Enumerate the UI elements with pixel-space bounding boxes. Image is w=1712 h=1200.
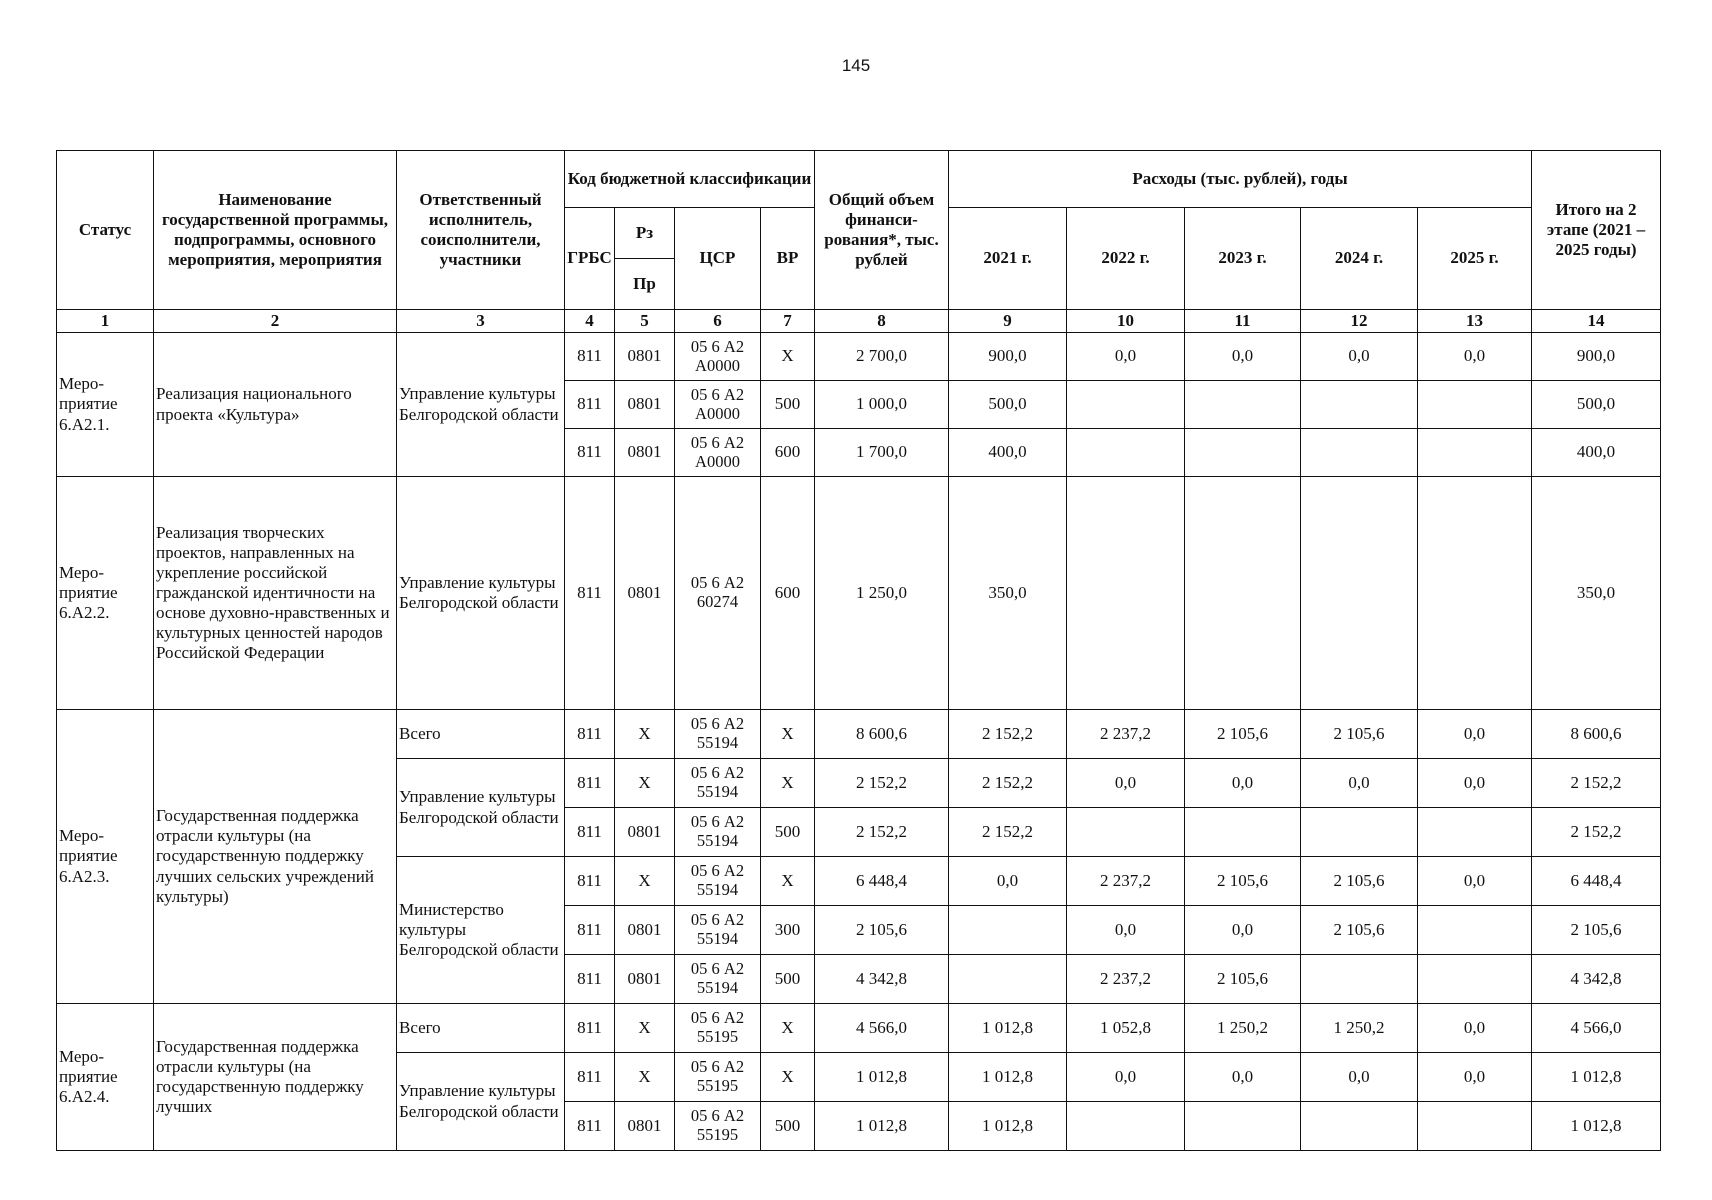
total-cell: 1 250,0 (815, 477, 949, 710)
itogo-cell: 2 152,2 (1532, 808, 1661, 857)
csr-cell: 05 6 А2 55194 (675, 808, 761, 857)
total-cell: 8 600,6 (815, 710, 949, 759)
year-2022-cell: 1 052,8 (1067, 1004, 1185, 1053)
year-2025-cell (1418, 906, 1532, 955)
year-2022-cell (1067, 381, 1185, 429)
year-2021-cell: 500,0 (949, 381, 1067, 429)
year-2024-cell: 0,0 (1301, 333, 1418, 381)
year-2024-cell: 0,0 (1301, 1053, 1418, 1102)
vr-cell: X (761, 333, 815, 381)
total-cell: 2 105,6 (815, 906, 949, 955)
vr-cell: X (761, 710, 815, 759)
grbs-cell: 811 (565, 477, 615, 710)
itogo-cell: 4 342,8 (1532, 955, 1661, 1004)
total-cell: 1 012,8 (815, 1053, 949, 1102)
column-number-row (57, 310, 1661, 333)
vr-cell: X (761, 1004, 815, 1053)
year-2024-cell: 2 105,6 (1301, 857, 1418, 906)
total-cell: 1 012,8 (815, 1102, 949, 1151)
year-2025-cell (1418, 429, 1532, 477)
year-2023-cell (1185, 808, 1301, 857)
status-cell: Меро-приятие 6.А2.2. (57, 477, 154, 710)
rzpr-cell: 0801 (615, 808, 675, 857)
responsible-cell: Министерство культуры Белгородской области (397, 857, 565, 1004)
itogo-cell: 2 152,2 (1532, 759, 1661, 808)
year-2024-cell: 1 250,2 (1301, 1004, 1418, 1053)
csr-cell: 05 6 А2 А0000 (675, 429, 761, 477)
year-2022-cell: 2 237,2 (1067, 857, 1185, 906)
year-2025-cell: 0,0 (1418, 333, 1532, 381)
header-csr: ЦСР (675, 208, 761, 310)
table-row (57, 1004, 1661, 1053)
rzpr-cell: X (615, 710, 675, 759)
status-cell: Меро-приятие 6.А2.1. (57, 333, 154, 477)
year-2025-cell: 0,0 (1418, 1053, 1532, 1102)
year-2023-cell: 0,0 (1185, 333, 1301, 381)
year-2024-cell (1301, 808, 1418, 857)
header-expenses-group: Расходы (тыс. рублей), годы (949, 151, 1532, 208)
total-cell: 1 000,0 (815, 381, 949, 429)
rzpr-cell: 0801 (615, 429, 675, 477)
year-2022-cell (1067, 1102, 1185, 1151)
year-2023-cell: 1 250,2 (1185, 1004, 1301, 1053)
column-number: 14 (1532, 310, 1661, 333)
column-number: 9 (949, 310, 1067, 333)
year-2022-cell (1067, 808, 1185, 857)
column-number: 5 (615, 310, 675, 333)
responsible-cell: Управление культуры Белгородской области (397, 477, 565, 710)
vr-cell: X (761, 759, 815, 808)
grbs-cell: 811 (565, 1102, 615, 1151)
itogo-cell: 900,0 (1532, 333, 1661, 381)
table-row (57, 710, 1661, 759)
year-2023-cell (1185, 1102, 1301, 1151)
year-2025-cell (1418, 1102, 1532, 1151)
vr-cell: 500 (761, 1102, 815, 1151)
csr-cell: 05 6 А2 55194 (675, 955, 761, 1004)
itogo-cell: 4 566,0 (1532, 1004, 1661, 1053)
header-code-group: Код бюджетной классификации (565, 151, 815, 208)
grbs-cell: 811 (565, 955, 615, 1004)
name-cell: Государственная поддержка отрасли культуры (на государственную поддержку лучших сельских учреждений культуры) (154, 710, 397, 1004)
table-row (57, 333, 1661, 381)
year-2025-cell: 0,0 (1418, 1004, 1532, 1053)
year-2022-cell (1067, 429, 1185, 477)
year-2022-cell: 0,0 (1067, 1053, 1185, 1102)
year-2022-cell: 2 237,2 (1067, 955, 1185, 1004)
rzpr-cell: 0801 (615, 477, 675, 710)
grbs-cell: 811 (565, 857, 615, 906)
itogo-cell: 1 012,8 (1532, 1053, 1661, 1102)
column-number: 8 (815, 310, 949, 333)
total-cell: 2 700,0 (815, 333, 949, 381)
rzpr-cell: X (615, 1004, 675, 1053)
rzpr-cell: 0801 (615, 906, 675, 955)
rzpr-cell: X (615, 1053, 675, 1102)
vr-cell: 500 (761, 808, 815, 857)
header-year-2023: 2023 г. (1185, 208, 1301, 310)
year-2023-cell: 2 105,6 (1185, 710, 1301, 759)
total-cell: 6 448,4 (815, 857, 949, 906)
grbs-cell: 811 (565, 710, 615, 759)
header-pr: Пр (615, 259, 675, 310)
rzpr-cell: 0801 (615, 1102, 675, 1151)
table-row (57, 477, 1661, 710)
grbs-cell: 811 (565, 381, 615, 429)
csr-cell: 05 6 А2 55194 (675, 906, 761, 955)
vr-cell: 300 (761, 906, 815, 955)
year-2021-cell: 400,0 (949, 429, 1067, 477)
year-2024-cell (1301, 1102, 1418, 1151)
vr-cell: 500 (761, 381, 815, 429)
header-rz: Рз (615, 208, 675, 259)
year-2022-cell: 2 237,2 (1067, 710, 1185, 759)
itogo-cell: 350,0 (1532, 477, 1661, 710)
year-2021-cell: 2 152,2 (949, 759, 1067, 808)
year-2024-cell (1301, 381, 1418, 429)
column-number: 10 (1067, 310, 1185, 333)
vr-cell: X (761, 857, 815, 906)
year-2021-cell: 2 152,2 (949, 710, 1067, 759)
year-2021-cell (949, 955, 1067, 1004)
rzpr-cell: X (615, 759, 675, 808)
header-responsible: Ответственный исполнитель, соисполнители, участники (397, 151, 565, 310)
year-2024-cell (1301, 955, 1418, 1004)
year-2024-cell (1301, 477, 1418, 710)
header-vr: ВР (761, 208, 815, 310)
year-2024-cell: 0,0 (1301, 759, 1418, 808)
grbs-cell: 811 (565, 333, 615, 381)
column-number: 3 (397, 310, 565, 333)
csr-cell: 05 6 А2 А0000 (675, 381, 761, 429)
grbs-cell: 811 (565, 429, 615, 477)
csr-cell: 05 6 А2 55194 (675, 857, 761, 906)
itogo-cell: 500,0 (1532, 381, 1661, 429)
grbs-cell: 811 (565, 808, 615, 857)
grbs-cell: 811 (565, 906, 615, 955)
csr-cell: 05 6 А2 55195 (675, 1053, 761, 1102)
total-cell: 4 566,0 (815, 1004, 949, 1053)
year-2023-cell: 0,0 (1185, 906, 1301, 955)
header-name: Наименование государственной программы, подпрограммы, основного мероприятия, мероприятия (154, 151, 397, 310)
year-2021-cell: 1 012,8 (949, 1004, 1067, 1053)
name-cell: Реализация творческих проектов, направленных на укрепление российской гражданской идентичности на основе духовно-нравственных и культурных ценностей народов Российской Федерации (154, 477, 397, 710)
total-cell: 2 152,2 (815, 759, 949, 808)
header-total-volume: Общий объем финанси-рования*, тыс. рублей (815, 151, 949, 310)
column-number: 13 (1418, 310, 1532, 333)
responsible-cell: Управление культуры Белгородской области (397, 759, 565, 857)
header-grbs: ГРБС (565, 208, 615, 310)
csr-cell: 05 6 А2 А0000 (675, 333, 761, 381)
header-year-2021: 2021 г. (949, 208, 1067, 310)
column-number: 4 (565, 310, 615, 333)
responsible-cell: Управление культуры Белгородской области (397, 1053, 565, 1151)
column-number: 12 (1301, 310, 1418, 333)
vr-cell: 600 (761, 477, 815, 710)
itogo-cell: 6 448,4 (1532, 857, 1661, 906)
grbs-cell: 811 (565, 759, 615, 808)
column-number: 1 (57, 310, 154, 333)
year-2023-cell: 0,0 (1185, 759, 1301, 808)
year-2025-cell (1418, 808, 1532, 857)
total-cell: 1 700,0 (815, 429, 949, 477)
column-number: 7 (761, 310, 815, 333)
year-2023-cell: 2 105,6 (1185, 955, 1301, 1004)
itogo-cell: 1 012,8 (1532, 1102, 1661, 1151)
year-2025-cell: 0,0 (1418, 759, 1532, 808)
csr-cell: 05 6 А2 55195 (675, 1004, 761, 1053)
itogo-cell: 8 600,6 (1532, 710, 1661, 759)
rzpr-cell: 0801 (615, 333, 675, 381)
column-number: 2 (154, 310, 397, 333)
year-2023-cell (1185, 429, 1301, 477)
year-2024-cell (1301, 429, 1418, 477)
year-2023-cell: 2 105,6 (1185, 857, 1301, 906)
year-2025-cell (1418, 477, 1532, 710)
rzpr-cell: 0801 (615, 955, 675, 1004)
total-cell: 2 152,2 (815, 808, 949, 857)
grbs-cell: 811 (565, 1004, 615, 1053)
vr-cell: X (761, 1053, 815, 1102)
year-2022-cell: 0,0 (1067, 906, 1185, 955)
status-cell: Меро-приятие 6.А2.3. (57, 710, 154, 1004)
year-2021-cell: 2 152,2 (949, 808, 1067, 857)
year-2022-cell: 0,0 (1067, 759, 1185, 808)
column-number: 6 (675, 310, 761, 333)
column-number: 11 (1185, 310, 1301, 333)
year-2023-cell (1185, 477, 1301, 710)
year-2024-cell: 2 105,6 (1301, 906, 1418, 955)
responsible-cell: Управление культуры Белгородской области (397, 333, 565, 477)
year-2023-cell: 0,0 (1185, 1053, 1301, 1102)
year-2022-cell: 0,0 (1067, 333, 1185, 381)
year-2025-cell (1418, 955, 1532, 1004)
rzpr-cell: X (615, 857, 675, 906)
csr-cell: 05 6 А2 55194 (675, 710, 761, 759)
year-2021-cell: 0,0 (949, 857, 1067, 906)
rzpr-cell: 0801 (615, 381, 675, 429)
year-2025-cell: 0,0 (1418, 710, 1532, 759)
budget-table (56, 150, 1661, 1151)
header-status: Статус (57, 151, 154, 310)
name-cell: Государственная поддержка отрасли культуры (на государственную поддержку лучших (154, 1004, 397, 1151)
name-cell: Реализация национального проекта «Культура» (154, 333, 397, 477)
year-2023-cell (1185, 381, 1301, 429)
responsible-cell: Всего (397, 710, 565, 759)
total-cell: 4 342,8 (815, 955, 949, 1004)
csr-cell: 05 6 А2 55195 (675, 1102, 761, 1151)
csr-cell: 05 6 А2 60274 (675, 477, 761, 710)
page-number: 145 (841, 56, 871, 75)
year-2024-cell: 2 105,6 (1301, 710, 1418, 759)
header-year-2025: 2025 г. (1418, 208, 1532, 310)
vr-cell: 500 (761, 955, 815, 1004)
header-year-2024: 2024 г. (1301, 208, 1418, 310)
year-2022-cell (1067, 477, 1185, 710)
itogo-cell: 400,0 (1532, 429, 1661, 477)
year-2025-cell: 0,0 (1418, 857, 1532, 906)
csr-cell: 05 6 А2 55194 (675, 759, 761, 808)
itogo-cell: 2 105,6 (1532, 906, 1661, 955)
vr-cell: 600 (761, 429, 815, 477)
grbs-cell: 811 (565, 1053, 615, 1102)
year-2021-cell: 1 012,8 (949, 1102, 1067, 1151)
year-2021-cell: 350,0 (949, 477, 1067, 710)
year-2025-cell (1418, 381, 1532, 429)
header-year-2022: 2022 г. (1067, 208, 1185, 310)
status-cell: Меро-приятие 6.А2.4. (57, 1004, 154, 1151)
responsible-cell: Всего (397, 1004, 565, 1053)
year-2021-cell (949, 906, 1067, 955)
year-2021-cell: 900,0 (949, 333, 1067, 381)
header-itogo: Итого на 2 этапе (2021 – 2025 годы) (1532, 151, 1661, 310)
year-2021-cell: 1 012,8 (949, 1053, 1067, 1102)
